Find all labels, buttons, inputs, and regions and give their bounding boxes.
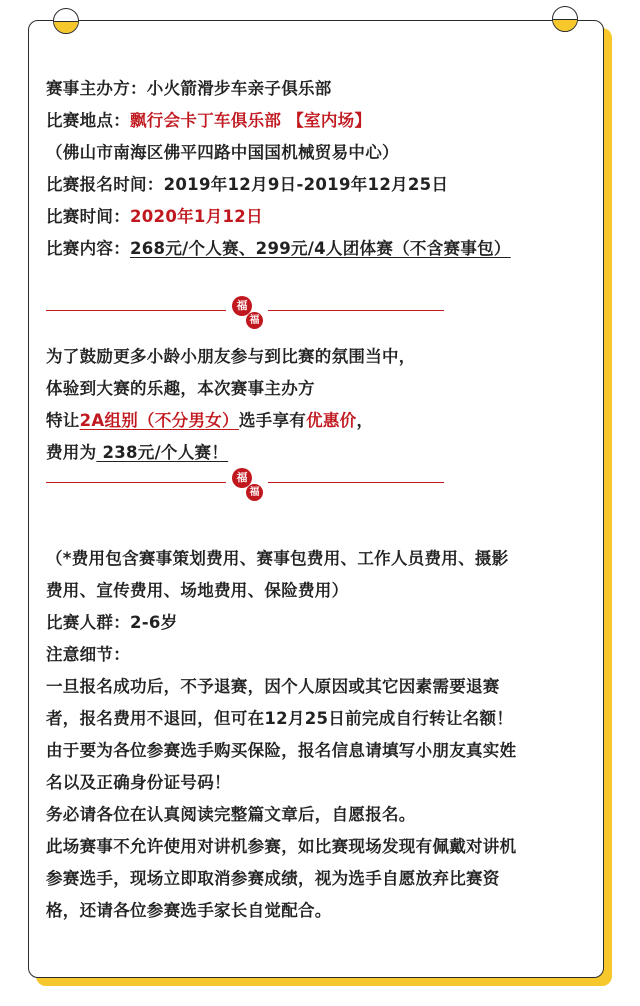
pin-right-icon [552, 6, 578, 32]
divider-rule-left [46, 310, 226, 311]
promo-line-2: 体验到大赛的乐趣，本次赛事主办方 [46, 379, 315, 398]
promo-group: 2A组别（不分男女） [79, 411, 239, 430]
fu-badge-icon: 福 [246, 484, 263, 501]
divider-rule-right [268, 482, 444, 483]
content-label: 比赛内容： [46, 239, 130, 258]
content-line [46, 238, 511, 260]
note-line: 者，报名费用不退回，但可在12月25日前完成自行转让名额！ [46, 709, 514, 728]
fu-badge-icon: 福 [232, 468, 252, 488]
note-line: 由于要为各位参赛选手购买保险，报名信息请填写小朋友真实姓 [46, 741, 517, 760]
promo-discount: 优惠价 [306, 411, 357, 430]
registration-time-line: 比赛报名时间：2019年12月9日-2019年12月25日 [46, 175, 449, 194]
notes-title: 注意细节： [46, 645, 130, 664]
fu-divider [46, 470, 444, 510]
note-line: 此场赛事不允许使用对讲机参赛，如比赛现场发现有佩戴对讲机 [46, 837, 517, 856]
promo-text: ， [356, 411, 374, 430]
note-line: 一旦报名成功后，不予退赛，因个人原因或其它因素需要退赛 [46, 677, 500, 696]
address-line: （佛山市南海区佛平四路中国国机械贸易中心） [46, 143, 399, 162]
race-time-value: 2020年1月12日 [130, 207, 263, 226]
venue-value: 飘行会卡丁车俱乐部 【室内场】 [130, 111, 372, 130]
content-value: 268元/个人赛、299元/4人团体赛（不含赛事包） [130, 239, 511, 258]
note-line: 格，还请各位参赛选手家长自觉配合。 [46, 901, 332, 920]
divider-rule-left [46, 482, 226, 483]
pin-left-icon [53, 8, 79, 34]
note-line: 名以及正确身份证号码！ [46, 773, 231, 792]
promo-text: 费用为 [46, 443, 97, 462]
fee-note-line-1: （*费用包含赛事策划费用、赛事包费用、工作人员费用、摄影 [46, 549, 509, 568]
promo-line-3 [46, 410, 373, 432]
divider-rule-right [268, 310, 444, 311]
fee-note-line-2: 费用、宣传费用、场地费用、保险费用） [46, 581, 349, 600]
fu-badge-icon: 福 [232, 296, 252, 316]
venue-line [46, 110, 371, 132]
fu-badge-icon: 福 [246, 312, 263, 329]
note-line: 参赛选手，现场立即取消参赛成绩，视为选手自愿放弃比赛资 [46, 869, 500, 888]
organizer-line: 赛事主办方：小火箭滑步车亲子俱乐部 [46, 79, 332, 98]
race-time-line [46, 206, 263, 228]
race-time-label: 比赛时间： [46, 207, 130, 226]
fu-divider [46, 298, 444, 338]
age-group-line: 比赛人群：2-6岁 [46, 613, 178, 632]
promo-text: 特让 [46, 411, 80, 430]
promo-price: 238元/个人赛！ [96, 443, 229, 462]
promo-text: 选手享有 [238, 411, 307, 430]
venue-label: 比赛地点： [46, 111, 130, 130]
promo-line-4 [46, 442, 228, 464]
note-line: 务必请各位在认真阅读完整篇文章后，自愿报名。 [46, 805, 416, 824]
promo-line-1: 为了鼓励更多小龄小朋友参与到比赛的氛围当中， [46, 347, 416, 366]
